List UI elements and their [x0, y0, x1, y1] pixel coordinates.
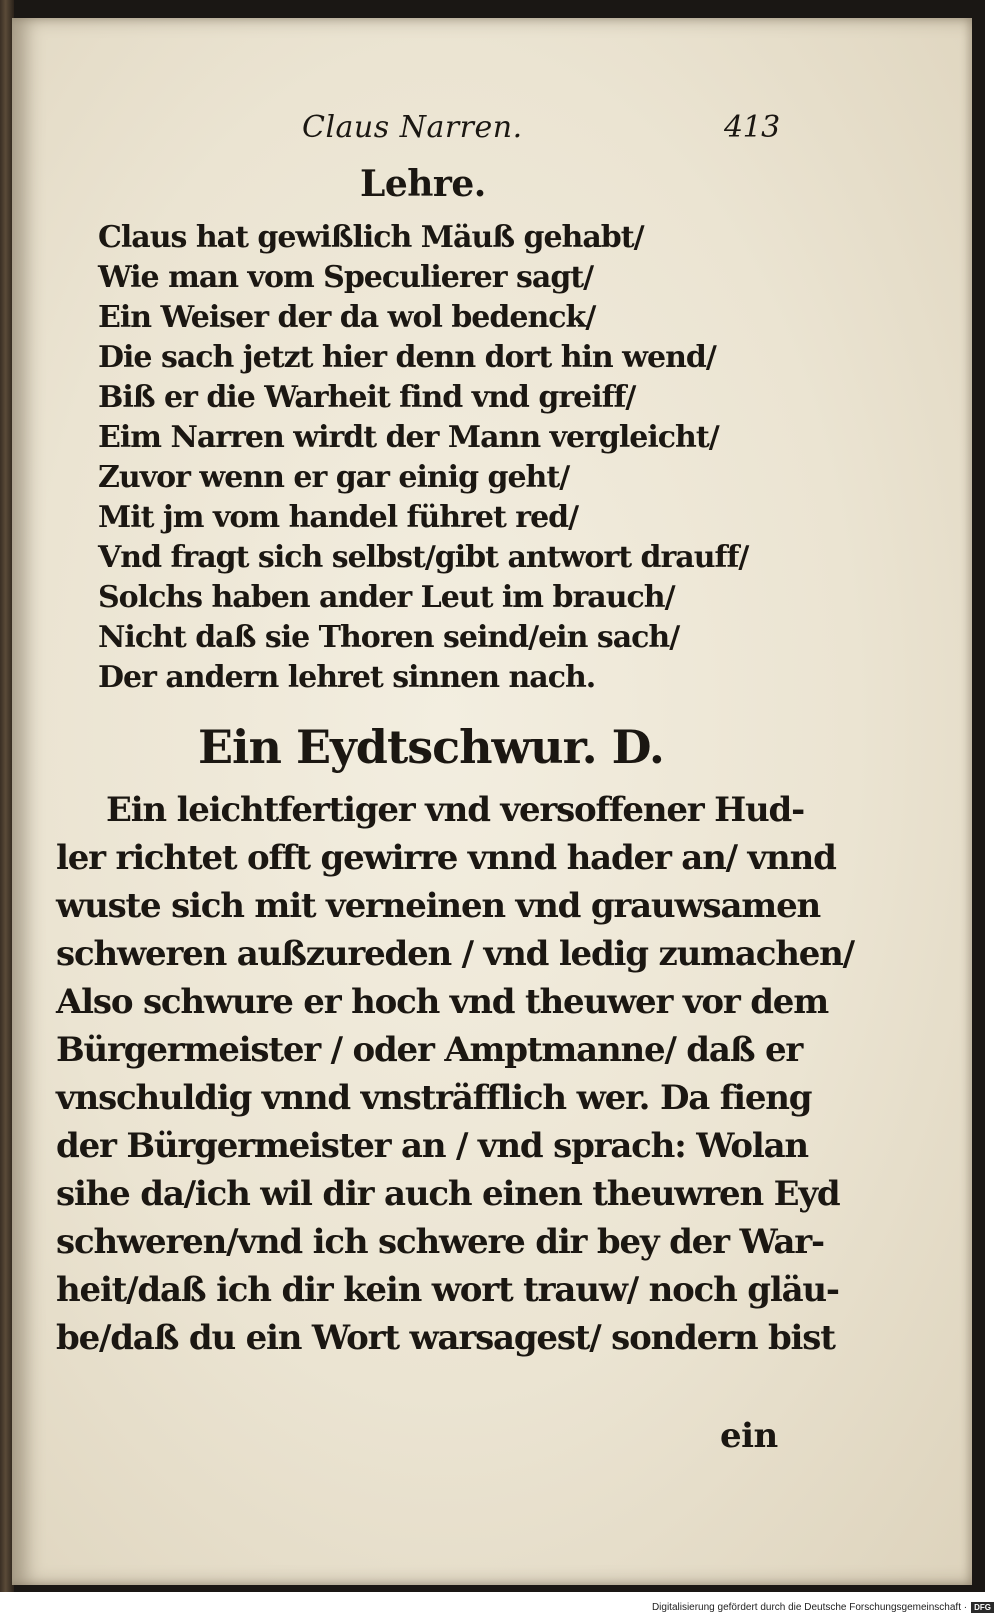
verse-line: Die sach jetzt hier denn dort hin wend/ — [98, 340, 716, 375]
verse-line: Vnd fragt sich selbst/gibt antwort drauff/ — [98, 540, 749, 575]
prose-line: heit/daß ich dir kein wort trauw/ noch gläu- — [56, 1270, 839, 1310]
prose-block — [56, 786, 854, 1362]
credit-text: Digitalisierung gefördert durch die Deutsche Forschungsgemeinschaft · — [651, 1602, 968, 1613]
poem-title: Lehre. — [360, 163, 486, 205]
prose-line: schweren/vnd ich schwere dir bey der War- — [56, 1222, 824, 1262]
verse-line: Nicht daß sie Thoren seind/ein sach/ — [98, 620, 680, 655]
verse-line: Der andern lehret sinnen nach. — [98, 660, 596, 695]
prose-line: Bürgermeister / oder Amptmanne/ daß er — [56, 1030, 803, 1070]
book-page — [12, 18, 972, 1585]
prose-line: schweren außzureden / vnd ledig zumachen/ — [56, 934, 854, 974]
prose-line: der Bürgermeister an / vnd sprach: Wolan — [56, 1126, 808, 1166]
verse-line: Mit jm vom handel führet red/ — [98, 500, 579, 535]
verse-line: Ein Weiser der da wol bedenck/ — [98, 300, 596, 335]
prose-line: Ein leichtfertiger vnd versoffener Hud- — [106, 790, 805, 830]
prose-line: be/daß du ein Wort warsagest/ sondern bist — [56, 1318, 835, 1358]
verse-line: Wie man vom Speculierer sagt/ — [98, 260, 594, 295]
section-title: Ein Eydtschwur. D. — [198, 720, 664, 774]
prose-line: wuste sich mit verneinen vnd grauwsamen — [56, 886, 821, 926]
prose-line: vnschuldig vnnd vnsträfflich wer. Da fieng — [56, 1078, 812, 1118]
prose-line: Also schwure er hoch vnd theuwer vor dem — [56, 982, 829, 1022]
verse-line: Eim Narren wirdt der Mann vergleicht/ — [98, 420, 719, 455]
poem-block — [98, 218, 818, 698]
verse-line: Claus hat gewißlich Mäuß gehabt/ — [98, 220, 644, 255]
verse-line: Biß er die Warheit find vnd greiff/ — [98, 380, 636, 415]
prose-line: sihe da/ich wil dir auch einen theuwren Eyd — [56, 1174, 840, 1214]
verse-line: Zuvor wenn er gar einig geht/ — [98, 460, 570, 495]
page-number: 413 — [724, 110, 780, 145]
verse-line: Solchs haben ander Leut im brauch/ — [98, 580, 675, 615]
prose-line: ler richtet offt gewirre vnnd hader an/ vnnd — [56, 838, 836, 878]
dfg-logo: DFG — [971, 1602, 994, 1613]
running-head: Claus Narren. — [302, 110, 523, 145]
catchword: ein — [720, 1416, 778, 1456]
digitization-credit — [652, 1602, 994, 1613]
